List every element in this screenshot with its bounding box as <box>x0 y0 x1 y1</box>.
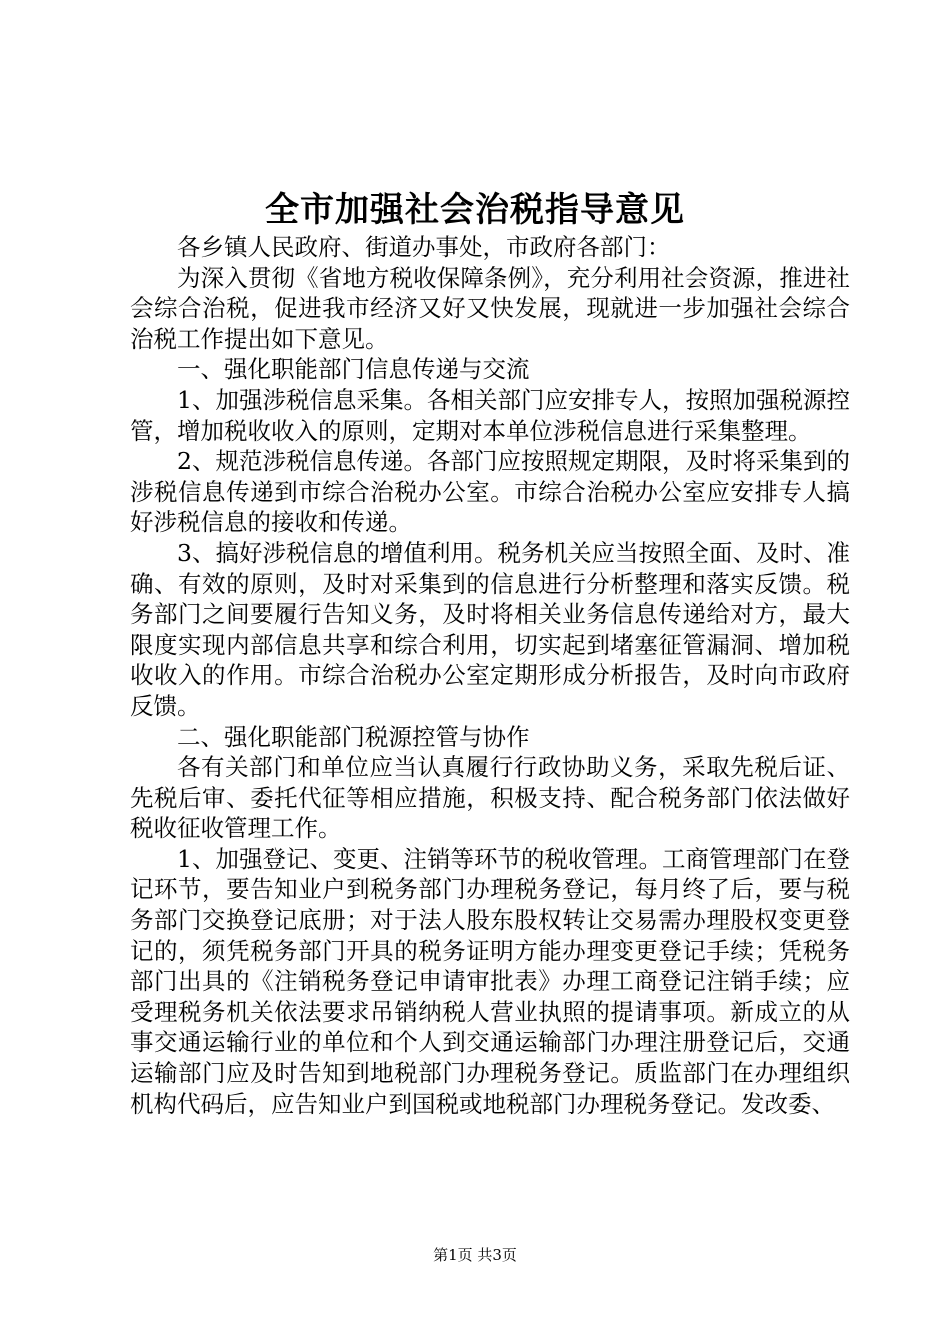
document-title: 全市加强社会治税指导意见 <box>265 190 685 230</box>
section-heading-2: 二、强化职能部门税源控管与协作 <box>177 722 530 751</box>
addressee-paragraph: 各乡镇人民政府、街道办事处，市政府各部门： <box>177 233 671 261</box>
page-footer: 第1页 共3页 <box>433 1246 517 1264</box>
body-paragraph: 各有关部门和单位应当认真履行行政协助义务，采取先税后证、先税后审、委托代征等相应措施，积极支持、配合税务部门依法做好税收征收管理工作。 <box>130 753 850 843</box>
body-paragraph: 1、加强涉税信息采集。各相关部门应安排专人，按照加强税源控管，增加税收收入的原则，定期对本单位涉税信息进行采集整理。 <box>130 385 850 445</box>
body-paragraph: 3、搞好涉税信息的增值利用。税务机关应当按照全面、及时、准确、有效的原则，及时对采集到的信息进行分析整理和落实反馈。税务部门之间要履行告知义务，及时将相关业务信息传递给对方，最大限度实现内部信息共享和综合利用，切实起到堵塞征管漏洞、增加税收收入的作用。市综合治税办公室定期形成分析报告，及时向市政府反馈。 <box>130 538 850 720</box>
body-paragraph: 1、加强登记、变更、注销等环节的税收管理。工商管理部门在登记环节，要告知业户到税务部门办理税务登记，每月终了后，要与税务部门交换登记底册；对于法人股东股权转让交易需办理股权变更登记的，须凭税务部门开具的税务证明方能办理变更登记手续；凭税务部门出具的《注销税务登记申请审批表》办理工商登记注销手续；应受理税务机关依法要求吊销纳税人营业执照的提请事项。新成立的从事交通运输行业的单位和个人到交通运输部门办理注册登记后，交通运输部门应及时告知到地税部门办理税务登记。质监部门在办理组织机构代码后，应告知业户到国税或地税部门办理税务登记。发改委、 <box>130 844 850 1118</box>
intro-paragraph: 为深入贯彻《省地方税收保障条例》，充分利用社会资源，推进社会综合治税，促进我市经济又好又快发展，现就进一步加强社会综合治税工作提出如下意见。 <box>130 263 850 353</box>
section-heading-1: 一、强化职能部门信息传递与交流 <box>177 355 530 384</box>
document-body <box>130 232 850 1119</box>
body-paragraph: 2、规范涉税信息传递。各部门应按照规定期限，及时将采集到的涉税信息传递到市综合治税办公室。市综合治税办公室应安排专人搞好涉税信息的接收和传递。 <box>130 447 850 537</box>
